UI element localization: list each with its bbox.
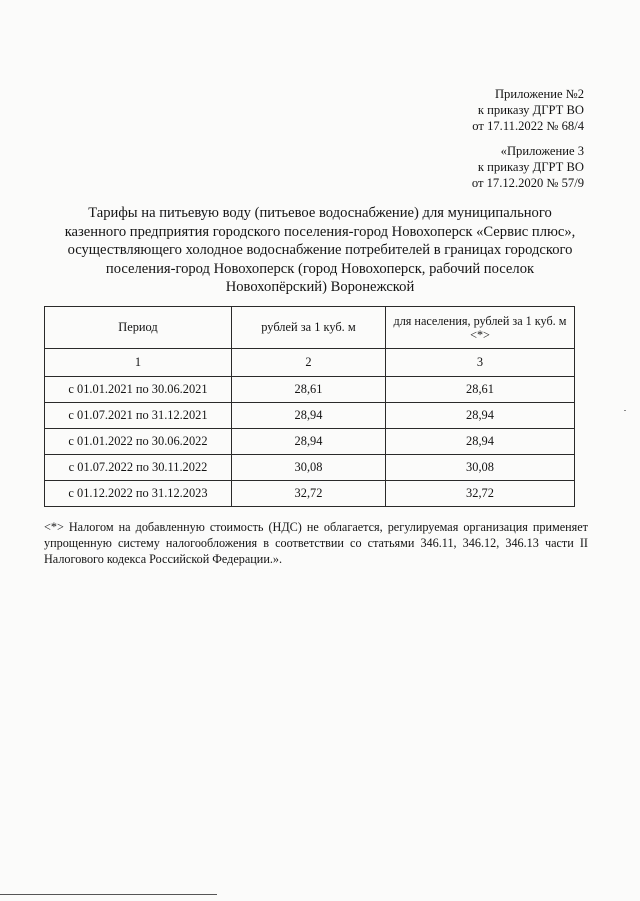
period-cell: с 01.01.2022 по 30.06.2022 [45, 429, 232, 455]
table-row [45, 377, 575, 403]
population-rate-cell: 30,08 [386, 455, 575, 481]
table-row [45, 481, 575, 507]
period-cell: с 01.12.2022 по 31.12.2023 [45, 481, 232, 507]
previous-appendix-date: от 17.12.2020 № 57/9 [471, 176, 584, 190]
appendix-reference [472, 86, 584, 134]
title-line: Тарифы на питьевую воду (питьевое водоснабжение) для муниципального [88, 205, 552, 221]
header-population-rate: для населения, рублей за 1 куб. м <*> [386, 307, 575, 349]
title-line: осуществляющего холодное водоснабжение потребителей в границах городского [67, 242, 573, 259]
column-number-row [45, 349, 575, 377]
tax-footnote: <*> Налогом на добавленную стоимость (НДС) не облагается, регулируемая организация применяет упрощенную систему налогообложения в соответствии со статьями 346.11, 346.12, 346.13 части II Налогового кодекса Российской Федерации.». [44, 520, 588, 566]
column-number: 3 [386, 349, 575, 377]
title-line: поселения-город Новохоперск (город Новохоперск, рабочий поселок [105, 260, 535, 277]
previous-appendix-reference [472, 143, 584, 191]
header-rub-per-m3: рублей за 1 куб. м [232, 307, 386, 349]
rate-cell: 32,72 [232, 481, 386, 507]
title-line: Новохопёрский) Воронежской [225, 279, 415, 296]
population-rate-cell: 32,72 [386, 481, 575, 507]
column-number: 1 [45, 349, 232, 377]
table-row [45, 455, 575, 481]
appendix-number: Приложение №2 [494, 87, 584, 101]
column-number: 2 [232, 349, 386, 377]
appendix-order: к приказу ДГРТ ВО [477, 103, 584, 117]
tariff-table [44, 306, 575, 507]
table-header-row [45, 307, 575, 349]
table-row [45, 429, 575, 455]
rate-cell: 28,94 [232, 429, 386, 455]
table-row [45, 403, 575, 429]
population-rate-cell: 28,94 [386, 403, 575, 429]
document-title [40, 204, 600, 297]
previous-appendix-number: «Приложение 3 [500, 144, 584, 158]
population-rate-cell: 28,94 [386, 429, 575, 455]
title-line: казенного предприятия городского поселения-город Новохоперск «Сервис плюс», [64, 223, 576, 240]
rate-cell: 28,61 [232, 377, 386, 403]
bottom-rule [0, 894, 217, 895]
previous-appendix-order: к приказу ДГРТ ВО [477, 160, 584, 174]
rate-cell: 28,94 [232, 403, 386, 429]
population-rate-cell: 28,61 [386, 377, 575, 403]
appendix-date: от 17.11.2022 № 68/4 [472, 119, 584, 133]
header-period: Период [45, 307, 232, 349]
rate-cell: 30,08 [232, 455, 386, 481]
period-cell: с 01.07.2022 по 30.11.2022 [45, 455, 232, 481]
period-cell: с 01.01.2021 по 30.06.2021 [45, 377, 232, 403]
scan-speck [624, 410, 626, 411]
period-cell: с 01.07.2021 по 31.12.2021 [45, 403, 232, 429]
